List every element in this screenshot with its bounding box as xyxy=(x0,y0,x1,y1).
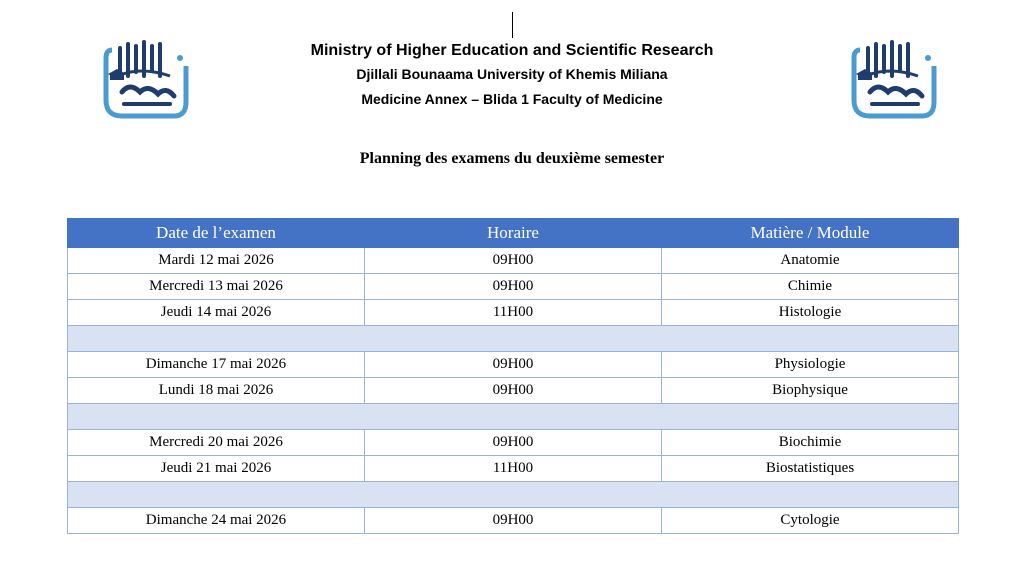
exam-subject: Physiologie xyxy=(662,352,959,378)
exam-time: 09H00 xyxy=(365,352,662,378)
document-header xyxy=(240,40,784,111)
table-header-row xyxy=(68,219,959,248)
table-row xyxy=(68,274,959,300)
table-row xyxy=(68,248,959,274)
exam-date: Lundi 18 mai 2026 xyxy=(68,378,365,404)
faculty-name: Medicine Annex – Blida 1 Faculty of Medicine xyxy=(361,91,663,107)
table-row xyxy=(68,300,959,326)
table-row xyxy=(68,456,959,482)
separator-cell xyxy=(68,326,959,352)
exam-subject: Biochimie xyxy=(662,430,959,456)
university-logo-left xyxy=(100,36,192,124)
exam-time: 11H00 xyxy=(365,456,662,482)
document-title: Planning des examens du deuxième semester xyxy=(359,150,665,167)
exam-subject: Histologie xyxy=(662,300,959,326)
column-header-date: Date de l’examen xyxy=(68,219,365,248)
exam-time: 09H00 xyxy=(365,430,662,456)
separator-cell xyxy=(68,404,959,430)
exam-date: Dimanche 24 mai 2026 xyxy=(68,508,365,534)
university-name: Djillali Bounaama University of Khemis Miliana xyxy=(356,66,668,82)
separator-cell xyxy=(68,482,959,508)
exam-time: 11H00 xyxy=(365,300,662,326)
exam-date: Mercredi 13 mai 2026 xyxy=(68,274,365,300)
text-cursor xyxy=(512,12,513,38)
exam-date: Mardi 12 mai 2026 xyxy=(68,248,365,274)
ministry-name: Ministry of Higher Education and Scientific Research xyxy=(310,42,714,59)
exam-subject: Chimie xyxy=(662,274,959,300)
exam-subject: Biophysique xyxy=(662,378,959,404)
exam-time: 09H00 xyxy=(365,274,662,300)
exam-date: Jeudi 21 mai 2026 xyxy=(68,456,365,482)
exam-date: Dimanche 17 mai 2026 xyxy=(68,352,365,378)
exam-subject: Cytologie xyxy=(662,508,959,534)
table-row xyxy=(68,352,959,378)
university-logo-icon xyxy=(100,36,192,124)
table-row xyxy=(68,430,959,456)
table-row xyxy=(68,378,959,404)
exam-time: 09H00 xyxy=(365,248,662,274)
exam-date: Mercredi 20 mai 2026 xyxy=(68,430,365,456)
university-logo-right xyxy=(848,36,940,124)
column-header-subject: Matière / Module xyxy=(662,219,959,248)
week-separator-row xyxy=(68,326,959,352)
column-header-time: Horaire xyxy=(365,219,662,248)
exam-date: Jeudi 14 mai 2026 xyxy=(68,300,365,326)
exam-subject: Anatomie xyxy=(662,248,959,274)
exam-schedule-table xyxy=(67,218,959,534)
week-separator-row xyxy=(68,404,959,430)
exam-subject: Biostatistiques xyxy=(662,456,959,482)
exam-time: 09H00 xyxy=(365,378,662,404)
week-separator-row xyxy=(68,482,959,508)
university-logo-icon xyxy=(848,36,940,124)
exam-time: 09H00 xyxy=(365,508,662,534)
table-row xyxy=(68,508,959,534)
